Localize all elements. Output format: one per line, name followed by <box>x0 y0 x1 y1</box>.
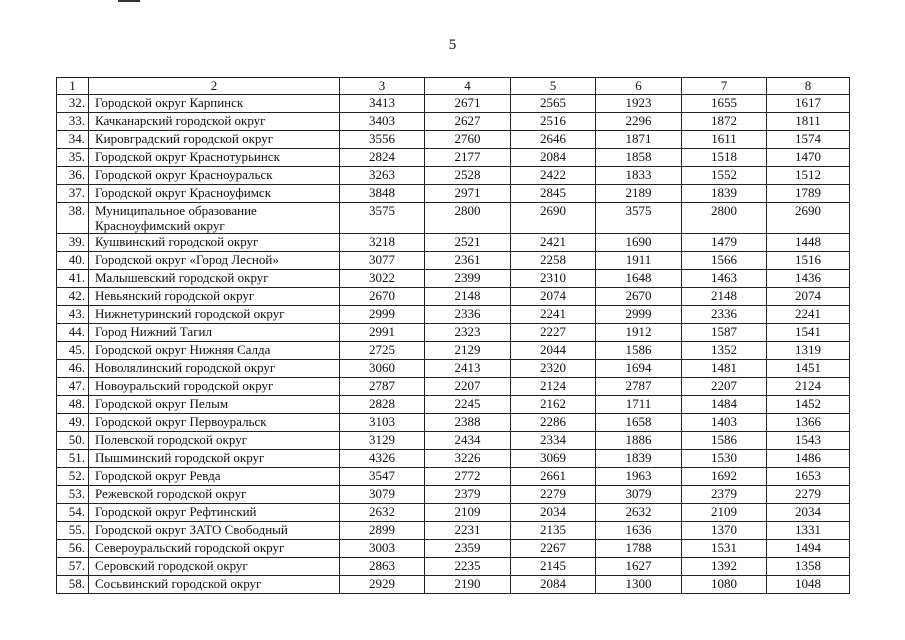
value-cell-col-6: 2296 <box>596 113 682 131</box>
value-cell-col-3: 3077 <box>340 252 425 270</box>
value-cell-col-7: 1566 <box>682 252 767 270</box>
municipality-name-line: Североуральский городской округ <box>95 540 285 555</box>
value-cell-col-3: 2725 <box>340 342 425 360</box>
value-cell-col-4: 2190 <box>425 576 511 594</box>
value-cell-col-5: 2320 <box>511 360 596 378</box>
value-cell-col-4: 2245 <box>425 396 511 414</box>
municipality-name-cell <box>89 414 340 432</box>
value-cell-col-3: 2670 <box>340 288 425 306</box>
value-cell-col-3: 3547 <box>340 468 425 486</box>
value-cell-col-3: 2863 <box>340 558 425 576</box>
municipality-name-cell <box>89 185 340 203</box>
value-cell-col-5: 2279 <box>511 486 596 504</box>
value-cell-col-5: 2258 <box>511 252 596 270</box>
table-row <box>57 504 850 522</box>
value-cell-col-3: 2632 <box>340 504 425 522</box>
value-cell-col-4: 2379 <box>425 486 511 504</box>
header-cell: 2 <box>89 78 340 95</box>
value-cell-col-5: 3069 <box>511 450 596 468</box>
value-cell-col-8: 1451 <box>767 360 850 378</box>
value-cell-col-7: 1370 <box>682 522 767 540</box>
table-row <box>57 131 850 149</box>
value-cell-col-6: 2632 <box>596 504 682 522</box>
row-number-cell: 49. <box>57 414 89 432</box>
value-cell-col-6: 1871 <box>596 131 682 149</box>
table-row <box>57 432 850 450</box>
table-row <box>57 252 850 270</box>
value-cell-col-5: 2241 <box>511 306 596 324</box>
value-cell-col-7: 1530 <box>682 450 767 468</box>
municipality-name-line: Кушвинский городской округ <box>95 234 259 249</box>
municipality-name-line: Городской округ Ревда <box>95 468 221 483</box>
row-number-cell: 57. <box>57 558 89 576</box>
value-cell-col-5: 2084 <box>511 576 596 594</box>
value-cell-col-5: 2421 <box>511 234 596 252</box>
table-row <box>57 288 850 306</box>
row-number-cell: 55. <box>57 522 89 540</box>
value-cell-col-7: 1587 <box>682 324 767 342</box>
value-cell-col-3: 3129 <box>340 432 425 450</box>
table-row <box>57 185 850 203</box>
value-cell-col-3: 2999 <box>340 306 425 324</box>
value-cell-col-3: 2787 <box>340 378 425 396</box>
value-cell-col-8: 1789 <box>767 185 850 203</box>
value-cell-col-3: 3413 <box>340 95 425 113</box>
table-row <box>57 486 850 504</box>
header-cell: 4 <box>425 78 511 95</box>
value-cell-col-7: 1692 <box>682 468 767 486</box>
value-cell-col-5: 2334 <box>511 432 596 450</box>
municipality-name-cell <box>89 203 340 234</box>
value-cell-col-8: 1486 <box>767 450 850 468</box>
value-cell-col-6: 1839 <box>596 450 682 468</box>
header-cell: 5 <box>511 78 596 95</box>
value-cell-col-7: 1392 <box>682 558 767 576</box>
row-number-cell: 45. <box>57 342 89 360</box>
value-cell-col-6: 1690 <box>596 234 682 252</box>
value-cell-col-3: 2828 <box>340 396 425 414</box>
value-cell-col-8: 1617 <box>767 95 850 113</box>
municipality-name-cell <box>89 270 340 288</box>
value-cell-col-6: 1586 <box>596 342 682 360</box>
table-row <box>57 468 850 486</box>
header-cell: 6 <box>596 78 682 95</box>
table-row <box>57 396 850 414</box>
value-cell-col-5: 2084 <box>511 149 596 167</box>
table-header-row <box>57 78 850 95</box>
value-cell-col-3: 2991 <box>340 324 425 342</box>
value-cell-col-6: 1886 <box>596 432 682 450</box>
value-cell-col-6: 2189 <box>596 185 682 203</box>
municipality-name-cell <box>89 149 340 167</box>
municipality-name-line: Городской округ Рефтинский <box>95 504 257 519</box>
value-cell-col-6: 3079 <box>596 486 682 504</box>
value-cell-col-8: 1358 <box>767 558 850 576</box>
value-cell-col-4: 2434 <box>425 432 511 450</box>
value-cell-col-6: 1788 <box>596 540 682 558</box>
value-cell-col-4: 2399 <box>425 270 511 288</box>
municipality-name-cell <box>89 540 340 558</box>
value-cell-col-8: 1436 <box>767 270 850 288</box>
value-cell-col-3: 3403 <box>340 113 425 131</box>
value-cell-col-8: 1319 <box>767 342 850 360</box>
value-cell-col-8: 1331 <box>767 522 850 540</box>
municipality-name-cell <box>89 576 340 594</box>
value-cell-col-4: 2671 <box>425 95 511 113</box>
municipality-name-line: Кировградский городской округ <box>95 131 274 146</box>
municipality-name-line: Городской округ Красноуфимск <box>95 185 272 200</box>
municipality-name-line: Качканарский городской округ <box>95 113 266 128</box>
table-row <box>57 342 850 360</box>
page-number: 5 <box>448 37 457 53</box>
value-cell-col-6: 1636 <box>596 522 682 540</box>
municipality-name-line: Городской округ Первоуральск <box>95 414 267 429</box>
municipality-name-line: Городской округ Пелым <box>95 396 229 411</box>
value-cell-col-7: 2800 <box>682 203 767 234</box>
row-number-cell: 34. <box>57 131 89 149</box>
value-cell-col-6: 1858 <box>596 149 682 167</box>
value-cell-col-3: 3556 <box>340 131 425 149</box>
value-cell-col-7: 2207 <box>682 378 767 396</box>
row-number-cell: 33. <box>57 113 89 131</box>
value-cell-col-7: 1839 <box>682 185 767 203</box>
table-row <box>57 558 850 576</box>
value-cell-col-8: 1653 <box>767 468 850 486</box>
municipality-name-line: Городской округ Краснотурьинск <box>95 149 280 164</box>
row-number-cell: 35. <box>57 149 89 167</box>
value-cell-col-7: 2379 <box>682 486 767 504</box>
municipality-name-line: Нижнетуринский городской округ <box>95 306 285 321</box>
value-cell-col-6: 2670 <box>596 288 682 306</box>
row-number-cell: 40. <box>57 252 89 270</box>
row-number-cell: 52. <box>57 468 89 486</box>
value-cell-col-5: 2690 <box>511 203 596 234</box>
value-cell-col-5: 2516 <box>511 113 596 131</box>
header-cell: 8 <box>767 78 850 95</box>
value-cell-col-4: 2800 <box>425 203 511 234</box>
value-cell-col-4: 2413 <box>425 360 511 378</box>
value-cell-col-4: 2627 <box>425 113 511 131</box>
municipality-name-line: Городской округ Нижняя Салда <box>95 342 271 357</box>
municipality-name-line: Режевской городской округ <box>95 486 247 501</box>
row-number-cell: 32. <box>57 95 89 113</box>
municipality-name-line: Городской округ «Город Лесной» <box>95 252 279 267</box>
value-cell-col-8: 2074 <box>767 288 850 306</box>
value-cell-col-3: 3263 <box>340 167 425 185</box>
value-cell-col-4: 2177 <box>425 149 511 167</box>
value-cell-col-5: 2124 <box>511 378 596 396</box>
value-cell-col-8: 2279 <box>767 486 850 504</box>
municipality-name-line: Городской округ Карпинск <box>95 95 244 110</box>
municipality-name-cell <box>89 486 340 504</box>
row-number-cell: 42. <box>57 288 89 306</box>
value-cell-col-7: 1080 <box>682 576 767 594</box>
value-cell-col-6: 1963 <box>596 468 682 486</box>
municipal-data-table <box>56 77 850 594</box>
value-cell-col-8: 1470 <box>767 149 850 167</box>
value-cell-col-4: 2207 <box>425 378 511 396</box>
value-cell-col-5: 2044 <box>511 342 596 360</box>
value-cell-col-8: 1452 <box>767 396 850 414</box>
row-number-cell: 37. <box>57 185 89 203</box>
value-cell-col-7: 1518 <box>682 149 767 167</box>
municipality-name-line: Муниципальное образование <box>95 203 257 218</box>
value-cell-col-4: 2528 <box>425 167 511 185</box>
value-cell-col-8: 1574 <box>767 131 850 149</box>
table-row <box>57 306 850 324</box>
municipality-name-line: Невьянский городской округ <box>95 288 255 303</box>
value-cell-col-4: 2772 <box>425 468 511 486</box>
value-cell-col-4: 2231 <box>425 522 511 540</box>
row-number-cell: 50. <box>57 432 89 450</box>
header-cell: 3 <box>340 78 425 95</box>
value-cell-col-3: 3060 <box>340 360 425 378</box>
value-cell-col-6: 2787 <box>596 378 682 396</box>
value-cell-col-4: 3226 <box>425 450 511 468</box>
value-cell-col-4: 2129 <box>425 342 511 360</box>
value-cell-col-3: 3848 <box>340 185 425 203</box>
value-cell-col-3: 2824 <box>340 149 425 167</box>
value-cell-col-4: 2971 <box>425 185 511 203</box>
value-cell-col-6: 1300 <box>596 576 682 594</box>
value-cell-col-3: 3103 <box>340 414 425 432</box>
municipality-name-cell <box>89 522 340 540</box>
municipality-name-line: Полевской городской округ <box>95 432 248 447</box>
table-row <box>57 360 850 378</box>
municipality-name-cell <box>89 252 340 270</box>
table-row <box>57 540 850 558</box>
value-cell-col-5: 2034 <box>511 504 596 522</box>
value-cell-col-6: 1711 <box>596 396 682 414</box>
table-row <box>57 203 850 234</box>
value-cell-col-8: 2241 <box>767 306 850 324</box>
row-number-cell: 56. <box>57 540 89 558</box>
municipality-name-line: Пышминский городской округ <box>95 450 265 465</box>
row-number-cell: 48. <box>57 396 89 414</box>
table-row <box>57 149 850 167</box>
table-row <box>57 270 850 288</box>
value-cell-col-7: 1352 <box>682 342 767 360</box>
value-cell-col-7: 2336 <box>682 306 767 324</box>
value-cell-col-6: 1833 <box>596 167 682 185</box>
value-cell-col-6: 2999 <box>596 306 682 324</box>
value-cell-col-7: 1481 <box>682 360 767 378</box>
value-cell-col-5: 2565 <box>511 95 596 113</box>
value-cell-col-4: 2388 <box>425 414 511 432</box>
row-number-cell: 38. <box>57 203 89 234</box>
row-number-cell: 58. <box>57 576 89 594</box>
value-cell-col-8: 1541 <box>767 324 850 342</box>
municipality-name-cell <box>89 342 340 360</box>
row-number-cell: 54. <box>57 504 89 522</box>
value-cell-col-7: 1552 <box>682 167 767 185</box>
value-cell-col-4: 2760 <box>425 131 511 149</box>
value-cell-col-6: 1694 <box>596 360 682 378</box>
municipality-name-cell <box>89 167 340 185</box>
value-cell-col-6: 1627 <box>596 558 682 576</box>
value-cell-col-7: 1531 <box>682 540 767 558</box>
value-cell-col-3: 2899 <box>340 522 425 540</box>
table-row <box>57 450 850 468</box>
value-cell-col-8: 1512 <box>767 167 850 185</box>
value-cell-col-7: 2148 <box>682 288 767 306</box>
row-number-cell: 53. <box>57 486 89 504</box>
table-row <box>57 576 850 594</box>
value-cell-col-4: 2359 <box>425 540 511 558</box>
value-cell-col-8: 1494 <box>767 540 850 558</box>
top-edge-mark <box>118 0 140 2</box>
value-cell-col-7: 1403 <box>682 414 767 432</box>
value-cell-col-8: 2124 <box>767 378 850 396</box>
municipality-name-line: Малышевский городской округ <box>95 270 269 285</box>
municipality-name-line: Красноуфимский округ <box>95 218 225 233</box>
value-cell-col-8: 2034 <box>767 504 850 522</box>
table-row <box>57 234 850 252</box>
value-cell-col-8: 2690 <box>767 203 850 234</box>
value-cell-col-8: 1543 <box>767 432 850 450</box>
value-cell-col-3: 3218 <box>340 234 425 252</box>
value-cell-col-7: 1463 <box>682 270 767 288</box>
table-body <box>57 78 850 594</box>
municipality-name-cell <box>89 288 340 306</box>
value-cell-col-4: 2148 <box>425 288 511 306</box>
municipality-name-cell <box>89 234 340 252</box>
value-cell-col-3: 2929 <box>340 576 425 594</box>
row-number-cell: 47. <box>57 378 89 396</box>
value-cell-col-7: 1872 <box>682 113 767 131</box>
value-cell-col-6: 1658 <box>596 414 682 432</box>
value-cell-col-3: 3003 <box>340 540 425 558</box>
value-cell-col-5: 2074 <box>511 288 596 306</box>
value-cell-col-4: 2235 <box>425 558 511 576</box>
municipality-name-line: Город Нижний Тагил <box>95 324 212 339</box>
value-cell-col-5: 2286 <box>511 414 596 432</box>
municipality-name-cell <box>89 306 340 324</box>
row-number-cell: 39. <box>57 234 89 252</box>
value-cell-col-7: 1655 <box>682 95 767 113</box>
row-number-cell: 41. <box>57 270 89 288</box>
table-row <box>57 167 850 185</box>
municipality-name-line: Серовский городской округ <box>95 558 248 573</box>
municipality-name-cell <box>89 468 340 486</box>
value-cell-col-7: 1586 <box>682 432 767 450</box>
value-cell-col-6: 1648 <box>596 270 682 288</box>
header-cell: 1 <box>57 78 89 95</box>
municipality-name-cell <box>89 396 340 414</box>
row-number-cell: 43. <box>57 306 89 324</box>
municipality-name-line: Городской округ Красноуральск <box>95 167 273 182</box>
value-cell-col-3: 4326 <box>340 450 425 468</box>
table-row <box>57 324 850 342</box>
municipality-name-cell <box>89 432 340 450</box>
value-cell-col-3: 3022 <box>340 270 425 288</box>
header-cell: 7 <box>682 78 767 95</box>
value-cell-col-5: 2145 <box>511 558 596 576</box>
municipality-name-cell <box>89 504 340 522</box>
table-row <box>57 113 850 131</box>
municipality-name-cell <box>89 450 340 468</box>
row-number-cell: 51. <box>57 450 89 468</box>
municipality-name-cell <box>89 131 340 149</box>
table-row <box>57 95 850 113</box>
value-cell-col-4: 2521 <box>425 234 511 252</box>
value-cell-col-5: 2845 <box>511 185 596 203</box>
value-cell-col-4: 2323 <box>425 324 511 342</box>
value-cell-col-3: 3079 <box>340 486 425 504</box>
row-number-cell: 46. <box>57 360 89 378</box>
municipality-name-line: Новоуральский городской округ <box>95 378 274 393</box>
value-cell-col-4: 2361 <box>425 252 511 270</box>
value-cell-col-6: 1923 <box>596 95 682 113</box>
value-cell-col-7: 1611 <box>682 131 767 149</box>
value-cell-col-6: 3575 <box>596 203 682 234</box>
value-cell-col-8: 1448 <box>767 234 850 252</box>
value-cell-col-5: 2267 <box>511 540 596 558</box>
value-cell-col-5: 2661 <box>511 468 596 486</box>
table-row <box>57 378 850 396</box>
municipality-name-line: Новолялинский городской округ <box>95 360 276 375</box>
value-cell-col-3: 3575 <box>340 203 425 234</box>
table-row <box>57 522 850 540</box>
value-cell-col-6: 1912 <box>596 324 682 342</box>
value-cell-col-4: 2336 <box>425 306 511 324</box>
value-cell-col-5: 2135 <box>511 522 596 540</box>
value-cell-col-5: 2310 <box>511 270 596 288</box>
value-cell-col-4: 2109 <box>425 504 511 522</box>
municipality-name-cell <box>89 113 340 131</box>
value-cell-col-7: 2109 <box>682 504 767 522</box>
row-number-cell: 44. <box>57 324 89 342</box>
value-cell-col-5: 2162 <box>511 396 596 414</box>
municipality-name-cell <box>89 95 340 113</box>
value-cell-col-5: 2227 <box>511 324 596 342</box>
value-cell-col-8: 1811 <box>767 113 850 131</box>
value-cell-col-7: 1484 <box>682 396 767 414</box>
table-row <box>57 414 850 432</box>
municipality-name-cell <box>89 378 340 396</box>
value-cell-col-5: 2646 <box>511 131 596 149</box>
value-cell-col-8: 1366 <box>767 414 850 432</box>
municipality-name-line: Сосьвинский городской округ <box>95 576 262 591</box>
value-cell-col-8: 1048 <box>767 576 850 594</box>
row-number-cell: 36. <box>57 167 89 185</box>
municipality-name-cell <box>89 558 340 576</box>
value-cell-col-5: 2422 <box>511 167 596 185</box>
municipality-name-cell <box>89 360 340 378</box>
municipality-name-line: Городской округ ЗАТО Свободный <box>95 522 288 537</box>
value-cell-col-8: 1516 <box>767 252 850 270</box>
municipality-name-cell <box>89 324 340 342</box>
value-cell-col-7: 1479 <box>682 234 767 252</box>
value-cell-col-6: 1911 <box>596 252 682 270</box>
